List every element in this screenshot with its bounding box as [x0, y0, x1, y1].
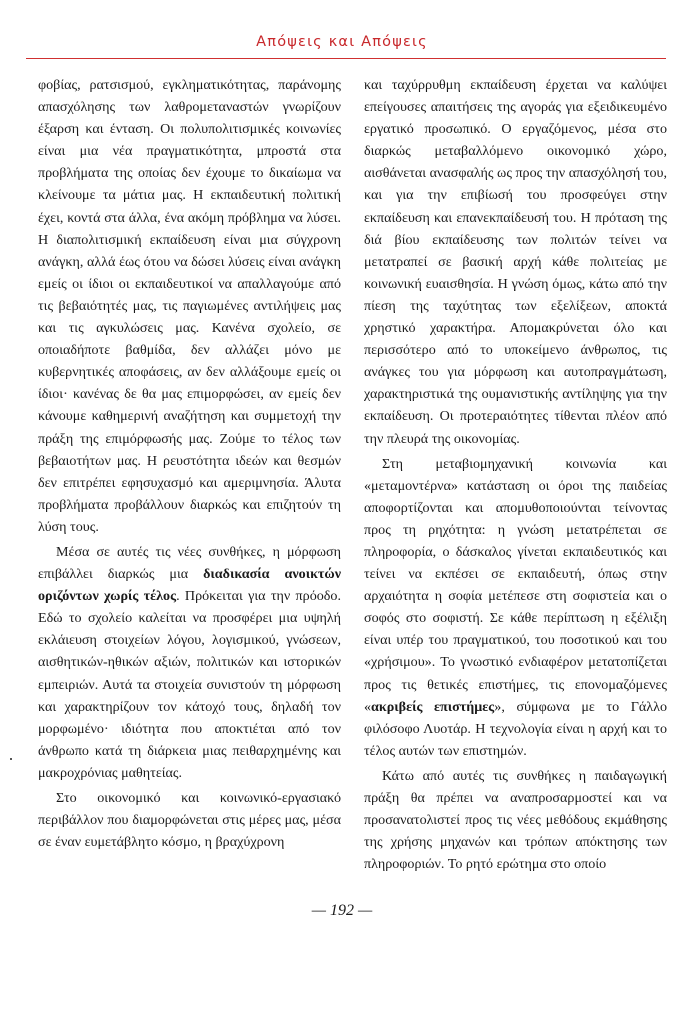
- paragraph: [38, 541, 341, 784]
- page-number: — 192 —: [311, 902, 373, 919]
- margin-mark: [10, 758, 12, 760]
- paragraph: και ταχύρρυθμη εκπαίδευση έρχεται να καλύψει επείγουσες απαιτήσεις της αγοράς για εξειδικευμένο εργατικό προσωπικό. Ο εργαζόμενος, μέσα στο διαρκώς μεταβαλλόμενο οικονομικό χώρο, αισθάνεται ανασφαλής ως προς την απασχόλησή του, και για την επιβίωσή του προσφεύγει στην εκπαίδευση και επανεκπαίδευσή του. Η πρόταση της διά βίου εκπαίδευσης των πολιτών τείνει να μετατραπεί σε βασική αρχή κάθε πολιτείας με κοινωνική ευαισθησία. Η γνώση όμως, κάτω από την πίεση της ταχύτητας των εξελίξεων, αποκτά χρηστικό χαρακτήρα. Απομακρύνεται όλο και περισσότερο από το υποκείμενο άνθρωπος, τις ανάγκες του για μόρφωση και αυτοπραγμάτωση, χαρακτηριστικά της ουμανιστικής αντίληψης για την εκπαίδευση. Οι προτεραιότητες τίθενται πλέον από την πλευρά της οικονομίας.: [364, 77, 667, 447]
- paragraph: φοβίας, ρατσισμού, εγκληματικότητας, παράνομης απασχόλησης των λαθρομεταναστών γνωρίζουν έξαρση και ένταση. Οι πολυπολιτισμικές κοινωνίες είναι μια νέα πραγματικότητα, μπροστά στα προβλήματα της οποίας δεν έχουμε το δικαίωμα να κλείνουμε τα μάτια μας. Η εκπαιδευτική πολιτική έχει, κοντά στα άλλα, ένα ακόμη πρόβλημα να λύσει. Η διαπολιτισμική εκπαίδευση είναι μια σύγχρονη ανάγκη, αλλά έως ότου να δώσει λύσεις είναι ανάγκη εμείς οι ίδιοι οι εκπαιδευτικοί να απαλλαγούμε από τις βεβαιότητές μας, τις παγιωμένες αντιλήψεις μας και τις αγκυλώσεις μας. Κανένα σχολείο, σε οποιαδήποτε βαθμίδα, δεν αλλάζει μόνο με κυβερνητικές αποφάσεις, αν δεν αλλάξουμε εμείς οι ίδιοι· κανένας δε θα μας επιμορφώσει, αν εμείς δεν κάνουμε καθημερινή αναζήτηση και συμμετοχή την πράξη της επιμόρφωσής μας. Ζούμε το τέλος των βεβαιοτήτων μας. Η ρευστότητα ιδεών και θεσμών δεν επιτρέπει εφησυχασμό και αμεριμνησία. Άλυτα προβλήματα προβάλλουν διαρκώς και επιζητούν τη λύση τους.: [38, 77, 341, 535]
- text-run: . Πρόκειται για την πρόοδο. Εδώ το σχολείο καλείται να προσφέρει μια υψηλή εκλάιευση στοιχείων λόγου, λογισμικού, γνώσεων, αισθητικών-ηθικών αξιών, πολιτικών και ιστορικών εμπειριών. Αυτά τα στοιχεία συνιστούν τη μόρφωση και χαρακτηρίζουν τον κάτοχό τους, δηλαδή τον μορφωμένο· ιδιότητα που αποκτιέται από τον άνθρωπο κατά τη διάρκεια μιας πειθαρχημένης και μακροχρόνιας μαθητείας.: [38, 588, 341, 781]
- paragraph: Στο οικονομικό και κοινωνικό-εργασιακό περιβάλλον που διαμορφώνεται στις μέρες μας, μέσα σε έναν ευμετάβλητο κόσμο, η βραχύχρονη: [38, 790, 341, 851]
- running-header: Απόψεις και Απόψεις: [256, 34, 428, 50]
- text-run: Στη μεταβιομηχανική κοινωνία και «μεταμοντέρνα» κατάσταση οι όροι της παιδείας αποφορτίζονται και απομυθοποιούνται τείνοντας προς τη ρηχότητα: η γνώση μετατρέπεται σε πληροφορία, ο δάσκαλος γίνεται εκπαιδευτικός και τείνει να εκπέσει σε εκπαιδευτή, όπως στην αρχαιότητα η σοφία μετέπεσε στη σοφιστεία και ο σοφός στο σοφιστή. Σε κάθε περίπτωση η εξέλιξη είναι υπέρ του πραγματικού, του ποσοτικού και του «χρήσιμου». Το γνωστικό ενδιαφέρον μετατοπίζεται προς τις θετικές επιστήμες, τις επονομαζόμενες «: [364, 455, 667, 715]
- bold-phrase: ακριβείς επιστήμες: [371, 698, 495, 715]
- text-run: Μέσα σε αυτές τις νέες συνθήκες, η μόρφωση επιβάλλει διαρκώς μια: [38, 543, 341, 583]
- header-rule: [26, 58, 666, 59]
- right-column: [364, 74, 667, 875]
- paragraph: Κάτω από αυτές τις συνθήκες η παιδαγωγική πράξη θα πρέπει να αναπροσαρμοστεί και να προσανατολιστεί προς τις νέες μεθόδους εκμάθησης της χρήσης μηχανών και τρόπων απόκτησης των πληροφοριών. Το ρητό ερώτημα στο οποίο: [364, 767, 667, 873]
- left-column: [38, 74, 341, 853]
- bold-phrase: διαδικασία ανοικτών οριζόντων χωρίς τέλος: [38, 566, 341, 605]
- text-run: », σύμφωνα με το Γάλλο φιλόσοφο Λυοτάρ. Η τεχνολογία είναι η αρχή και το τέλος αυτών των επιστημών.: [364, 698, 667, 759]
- paragraph: [364, 453, 667, 762]
